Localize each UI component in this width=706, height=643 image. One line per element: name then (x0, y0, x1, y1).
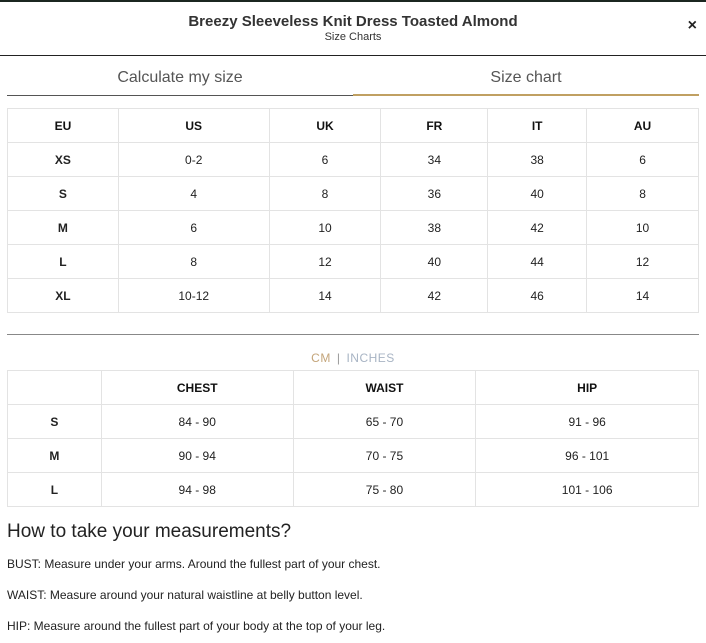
tab-calculate-my-size[interactable]: Calculate my size (7, 66, 353, 96)
column-header: CHEST (101, 371, 293, 405)
table-cell: 40 (488, 177, 587, 211)
table-cell: 36 (381, 177, 488, 211)
tab-size-chart[interactable]: Size chart (353, 66, 699, 96)
modal-header (0, 2, 706, 56)
table-cell: 8 (269, 177, 381, 211)
table-cell: M (8, 439, 102, 473)
table-cell: 12 (269, 245, 381, 279)
table-header-row (8, 109, 699, 143)
guide-heading: How to take your measurements? (7, 521, 292, 542)
table-cell: 10 (269, 211, 381, 245)
column-header: UK (269, 109, 381, 143)
product-title: Breezy Sleeveless Knit Dress Toasted Almond (188, 13, 518, 30)
modal-subtitle: Size Charts (324, 31, 382, 43)
table-cell: 8 (118, 245, 269, 279)
table-cell: 42 (381, 279, 488, 313)
table-cell: 0-2 (118, 143, 269, 177)
column-header: IT (488, 109, 587, 143)
table-cell: 4 (118, 177, 269, 211)
table-row (8, 143, 699, 177)
table-cell: 34 (381, 143, 488, 177)
unit-separator: | (336, 351, 341, 365)
table-cell: 6 (587, 143, 699, 177)
table-cell: 91 - 96 (476, 405, 699, 439)
table-cell: 46 (488, 279, 587, 313)
table-cell: 10 (587, 211, 699, 245)
table-cell: 38 (488, 143, 587, 177)
table-row (8, 279, 699, 313)
table-cell: S (8, 405, 102, 439)
table-header-row (8, 371, 699, 405)
divider (7, 334, 699, 335)
guide-hip: HIP: Measure around the fullest part of your body at the top of your leg. (7, 619, 386, 633)
column-header: US (118, 109, 269, 143)
table-cell: L (8, 245, 119, 279)
guide-waist: WAIST: Measure around your natural waistline at belly button level. (7, 588, 363, 602)
table-cell: 65 - 70 (293, 405, 476, 439)
column-header: AU (587, 109, 699, 143)
table-cell: 10-12 (118, 279, 269, 313)
table-row (8, 439, 699, 473)
measurements-table (7, 370, 699, 507)
column-header (8, 371, 102, 405)
table-cell: 84 - 90 (101, 405, 293, 439)
table-cell: 14 (587, 279, 699, 313)
table-row (8, 405, 699, 439)
column-header: FR (381, 109, 488, 143)
table-cell: 38 (381, 211, 488, 245)
column-header: WAIST (293, 371, 476, 405)
table-cell: 6 (118, 211, 269, 245)
table-cell: 96 - 101 (476, 439, 699, 473)
table-cell: XS (8, 143, 119, 177)
table-cell: 40 (381, 245, 488, 279)
tabs (7, 66, 699, 96)
table-cell: 94 - 98 (101, 473, 293, 507)
table-cell: S (8, 177, 119, 211)
size-conversion-table (7, 108, 699, 313)
close-icon[interactable]: × (687, 17, 697, 34)
table-cell: M (8, 211, 119, 245)
table-cell: 75 - 80 (293, 473, 476, 507)
table-cell: 14 (269, 279, 381, 313)
table-cell: 12 (587, 245, 699, 279)
table-cell: 42 (488, 211, 587, 245)
column-header: HIP (476, 371, 699, 405)
table-cell: 6 (269, 143, 381, 177)
unit-cm[interactable]: CM (311, 351, 331, 365)
table-row (8, 211, 699, 245)
table-row (8, 245, 699, 279)
table-cell: XL (8, 279, 119, 313)
column-header: EU (8, 109, 119, 143)
table-cell: 70 - 75 (293, 439, 476, 473)
table-cell: L (8, 473, 102, 507)
table-row (8, 177, 699, 211)
table-cell: 44 (488, 245, 587, 279)
guide-bust: BUST: Measure under your arms. Around the fullest part of your chest. (7, 557, 381, 571)
table-cell: 8 (587, 177, 699, 211)
table-row (8, 473, 699, 507)
table-cell: 90 - 94 (101, 439, 293, 473)
table-cell: 101 - 106 (476, 473, 699, 507)
unit-inches[interactable]: INCHES (346, 351, 395, 365)
unit-toggle (0, 351, 706, 370)
